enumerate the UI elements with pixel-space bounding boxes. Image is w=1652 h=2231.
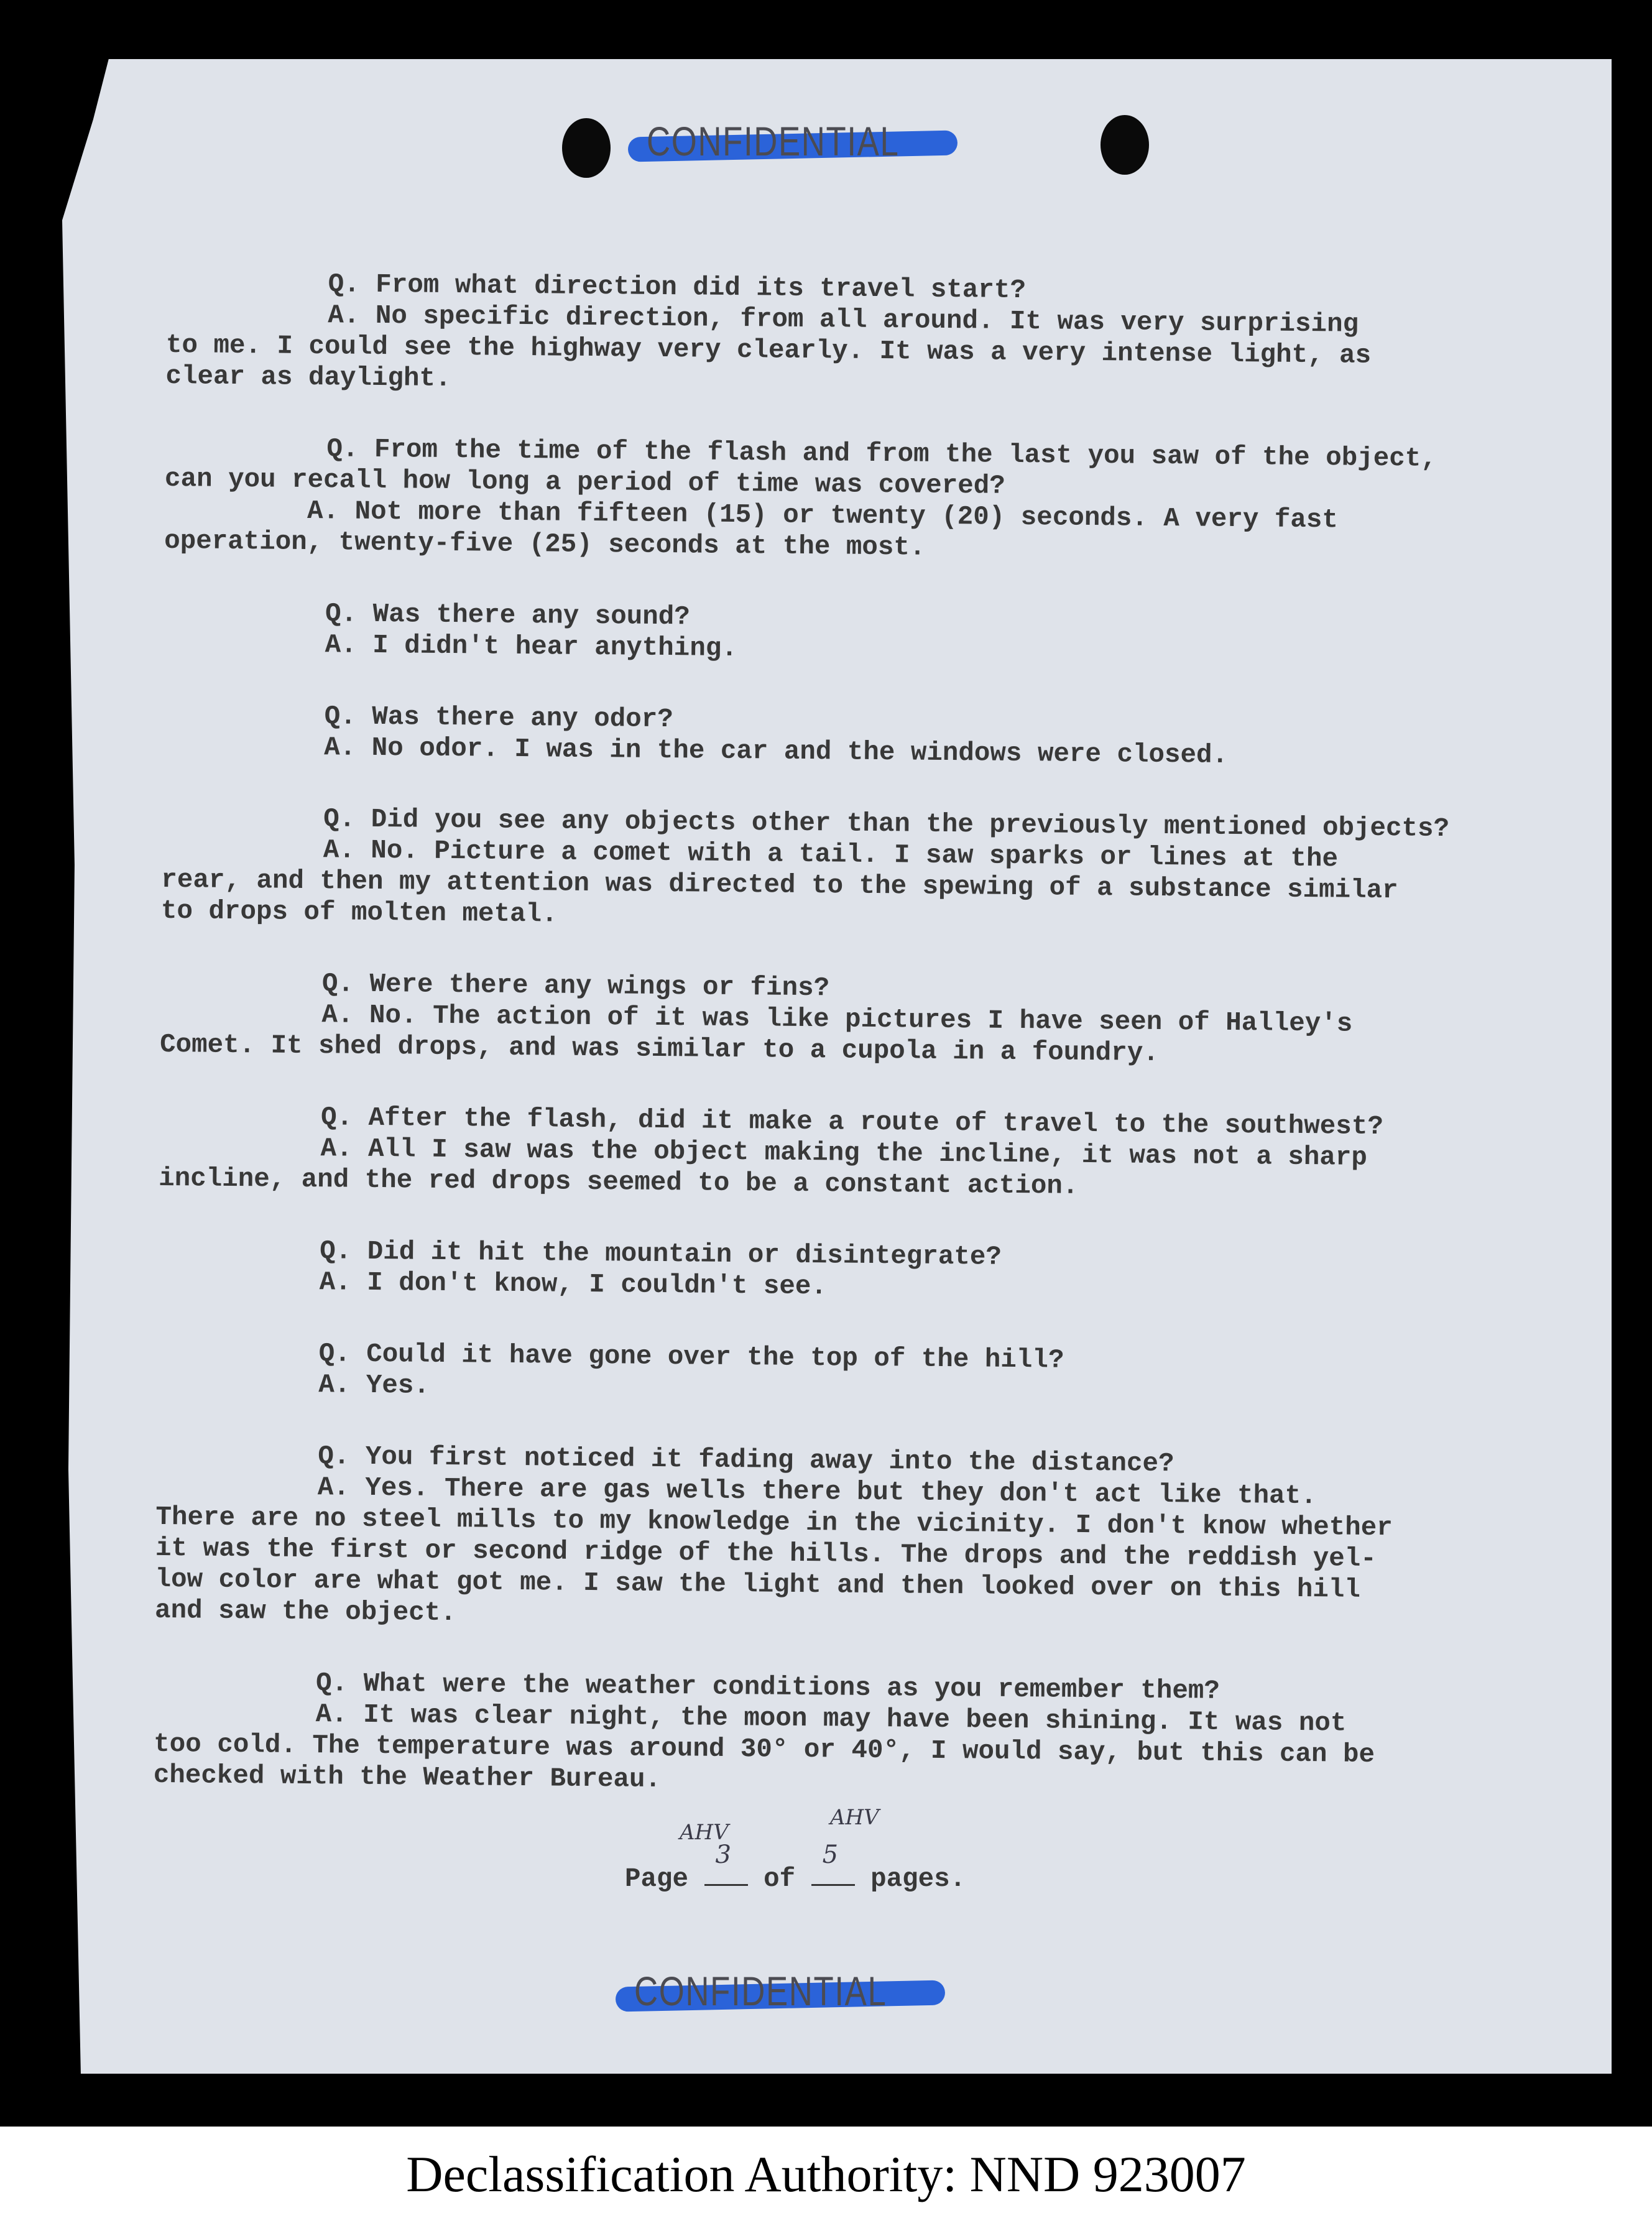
question: Q. From what direction did its travel start? bbox=[328, 269, 1027, 306]
answer-continuation: too cold. The temperature was around 30° or 40°, I would say, but this can be checked with the Weather Bureau. bbox=[153, 1729, 1375, 1795]
answer-continuation: There are no steel mills to my knowledge in the vicinity. I don't know whether it was the first or second ridge of the hills. The drops and the reddish yel- low color are what got me. I saw the light and then looked over on this hill and saw the object. bbox=[154, 1502, 1393, 1628]
qa-block bbox=[157, 1337, 1500, 1411]
confidential-stamp-bottom bbox=[616, 1965, 951, 2021]
question: Q. Did it hit the mountain or disintegrate? bbox=[319, 1236, 1002, 1272]
of-label: of bbox=[764, 1864, 796, 1894]
answer-continuation: rear, and then my attention was directed to the spewing of a substance similar to drops of molten metal. bbox=[160, 864, 1398, 930]
interview-transcript bbox=[153, 267, 1510, 1843]
qa-block bbox=[161, 802, 1505, 938]
answer: A. Yes. bbox=[318, 1370, 430, 1401]
answer: A. All I saw was the object making the incline, it was not a sharp bbox=[320, 1134, 1368, 1173]
question: Q. Were there any wings or fins? bbox=[321, 969, 830, 1004]
answer: A. No. Picture a comet with a tail. I saw sparks or lines at the bbox=[323, 835, 1339, 874]
answer-continuation: can you recall how long a period of time was covered? A. Not more than fifteen (15) or twenty (20) seconds. A very fast operation, twenty-five (25) seconds at the most. bbox=[164, 463, 1339, 563]
qa-block bbox=[162, 700, 1506, 774]
total-pages-blank bbox=[811, 1841, 855, 1886]
handwritten-initials: AHV bbox=[830, 1805, 879, 1830]
question: Q. What were the weather conditions as you remember them? bbox=[315, 1668, 1221, 1706]
qa-block bbox=[165, 267, 1510, 404]
stamp-text: CONFIDENTIAL bbox=[647, 118, 900, 164]
handwritten-page-number: 3 bbox=[715, 1841, 731, 1869]
page-number-blank bbox=[704, 1841, 748, 1886]
question: Q. Did you see any objects other than the previously mentioned objects? bbox=[323, 804, 1450, 844]
answer: A. No specific direction, from all around. It was very surprising bbox=[328, 300, 1359, 340]
answer: A. No. The action of it was like pictures I have seen of Halley's bbox=[321, 1000, 1353, 1039]
question: Q. You first noticed it fading away into the distance? bbox=[318, 1441, 1174, 1479]
qa-block bbox=[160, 967, 1503, 1072]
punch-hole-right bbox=[1101, 115, 1149, 175]
page-label: Page bbox=[625, 1864, 689, 1894]
confidential-stamp-top bbox=[628, 115, 964, 171]
answer-continuation: incline, and the red drops seemed to be a constant action. bbox=[159, 1163, 1079, 1201]
qa-block bbox=[154, 1666, 1498, 1803]
qa-block bbox=[158, 1234, 1502, 1308]
stamp-text: CONFIDENTIAL bbox=[634, 1968, 887, 2014]
question: Q. From the time of the flash and from the last you saw of the object, bbox=[326, 434, 1437, 474]
answer: A. Yes. There are gas wells there but they don't act like that. bbox=[317, 1472, 1317, 1512]
answer: A. No odor. I was in the car and the windows were closed. bbox=[324, 732, 1229, 770]
handwritten-initials: AHV bbox=[680, 1820, 729, 1845]
answer-continuation: to me. I could see the highway very clearly. It was a very intense light, as clear as daylight. bbox=[165, 330, 1372, 394]
answer: A. I didn't hear anything. bbox=[325, 630, 738, 664]
punch-hole-left bbox=[562, 118, 611, 178]
qa-block bbox=[164, 432, 1508, 568]
question: Q. After the flash, did it make a route of travel to the southwest? bbox=[320, 1102, 1384, 1142]
answer-continuation: Comet. It shed drops, and was similar to a cupola in a foundry. bbox=[159, 1029, 1160, 1068]
answer: A. I don't know, I couldn't see. bbox=[319, 1267, 828, 1302]
qa-block bbox=[159, 1101, 1502, 1206]
qa-block bbox=[164, 597, 1507, 671]
qa-block bbox=[155, 1439, 1500, 1638]
pages-label: pages. bbox=[870, 1864, 966, 1894]
question: Q. Was there any odor? bbox=[324, 701, 673, 735]
declassification-authority: Declassification Authority: NND 923007 bbox=[406, 2146, 1246, 2202]
question: Q. Was there any sound? bbox=[325, 599, 690, 632]
page-number-line bbox=[625, 1805, 966, 1895]
answer: A. It was clear night, the moon may have been shining. It was not bbox=[315, 1699, 1347, 1739]
question: Q. Could it have gone over the top of the hill? bbox=[318, 1339, 1064, 1375]
handwritten-total-pages: 5 bbox=[822, 1841, 839, 1869]
